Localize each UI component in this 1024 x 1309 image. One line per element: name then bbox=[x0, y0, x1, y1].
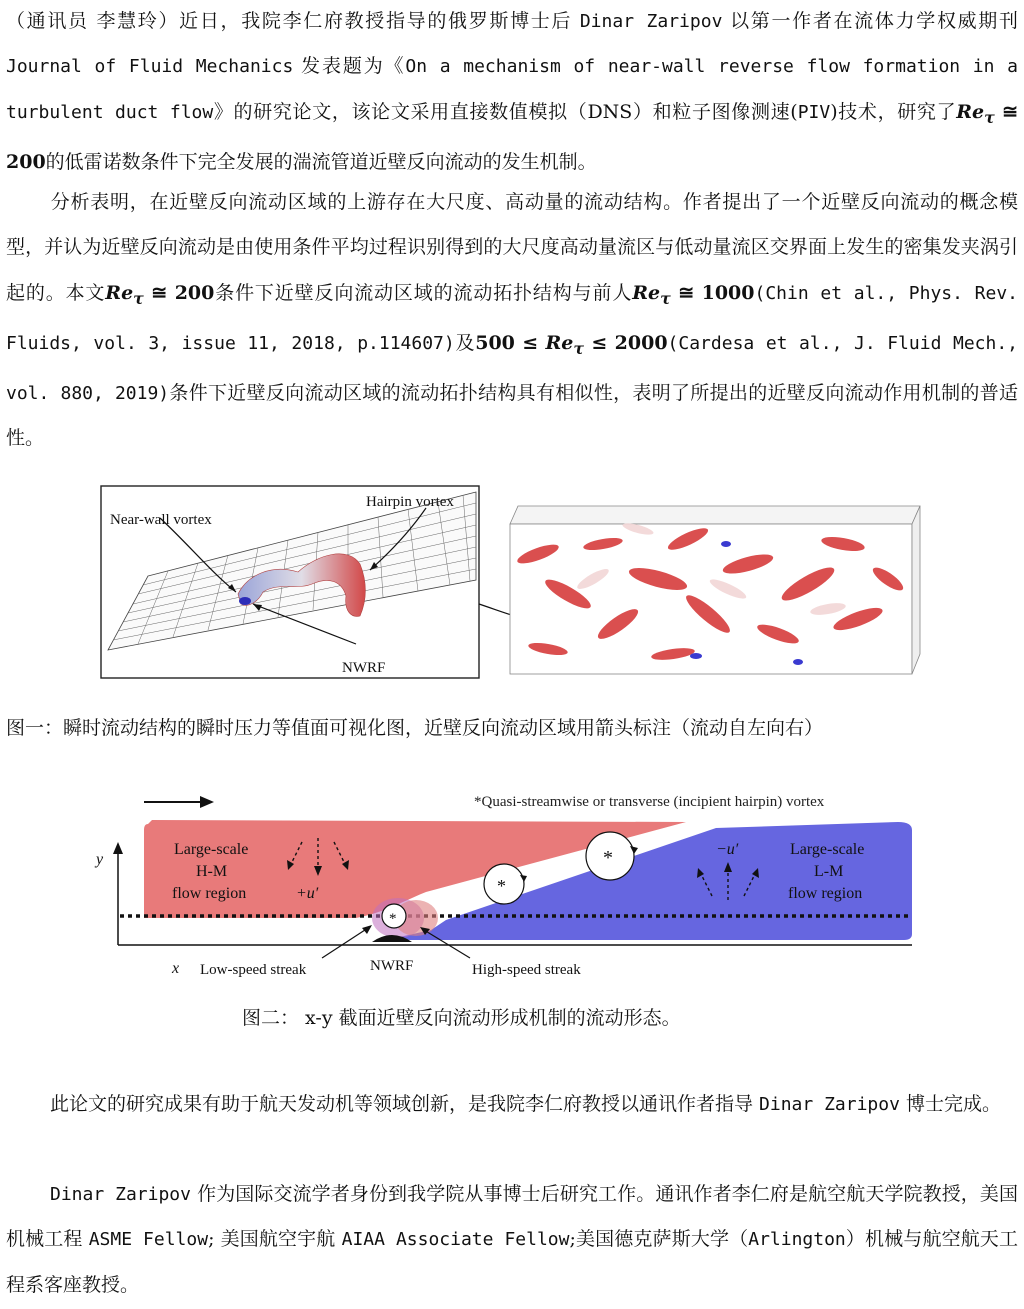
figure-2-caption: 图二： x-y 截面近壁反向流动形成机制的流动形态。 bbox=[242, 1007, 681, 1029]
p4-text-3: ;美国德克萨斯大学（ bbox=[569, 1228, 749, 1251]
svg-text:Large-scale: Large-scale bbox=[790, 841, 865, 858]
figure-1-image bbox=[98, 484, 926, 684]
high-speed-streak-label: High-speed streak bbox=[472, 962, 581, 978]
p2-text-2: 条件下近壁反向流动区域的流动拓扑结构与前人 bbox=[214, 281, 633, 304]
p3-text-2: 博士完成。 bbox=[899, 1093, 1001, 1115]
svg-text:flow region: flow region bbox=[788, 885, 863, 902]
paragraph-2 bbox=[6, 180, 1018, 461]
svg-text:L-M: L-M bbox=[814, 863, 844, 880]
nwrf-blue-spot bbox=[239, 597, 251, 605]
author-name: Dinar Zaripov bbox=[579, 11, 723, 32]
citation-cardesa: (Cardesa et al., J. Fluid Mech., vol. 880, 2019) bbox=[6, 332, 1018, 404]
svg-text:*: * bbox=[603, 847, 613, 869]
p3-author-name: Dinar Zaripov bbox=[759, 1094, 900, 1115]
p2-text-3: 及 bbox=[454, 331, 476, 354]
aiaa-fellow: AIAA Associate Fellow bbox=[341, 1229, 570, 1251]
reynolds-expression: $Re_\tau$ ≅ 200 bbox=[6, 100, 1018, 173]
y-axis-label: y bbox=[96, 851, 104, 868]
p2-text-4: 条件下近壁反向流动区域的流动拓扑结构具有相似性，表明了所提出的近壁反向流动作用机制的普适性。 bbox=[6, 381, 1018, 450]
nwrf-label: NWRF bbox=[370, 958, 414, 974]
label-nwrf: NWRF bbox=[342, 660, 386, 676]
p4-text-1: 作为国际交流学者身份到我学院从事博士后研究工作。通讯作者李仁府是航空航天学院教授，美国机械工程 bbox=[6, 1183, 1018, 1251]
vortex-note: *Quasi-streamwise or transverse (incipient hairpin) vortex bbox=[474, 794, 825, 810]
svg-text:*: * bbox=[389, 911, 397, 927]
plus-u-label: +u′ bbox=[296, 885, 319, 902]
svg-text:H-M: H-M bbox=[196, 863, 228, 880]
p1-text-6: 的低雷诺数条件下完全发展的湍流管道近壁反向流动的发生机制。 bbox=[45, 150, 597, 173]
paragraph-1 bbox=[6, 0, 1018, 185]
asme-fellow: ASME Fellow bbox=[88, 1229, 209, 1251]
figure-2-diagram bbox=[86, 780, 926, 980]
arlington: Arlington bbox=[748, 1229, 846, 1251]
minus-u-label: −u′ bbox=[716, 841, 739, 858]
svg-text:Large-scale: Large-scale bbox=[174, 841, 249, 858]
p1-text-4: 》的研究论文，该论文采用直接数值模拟（DNS）和粒子图像测速( bbox=[213, 100, 798, 123]
svg-text:*: * bbox=[497, 876, 506, 896]
p4-text-4: ）机械与航空航天工程系客座教授。 bbox=[6, 1228, 1018, 1296]
reynolds-expression-200: $Re_\tau$ ≅ 200 bbox=[105, 281, 215, 308]
reynolds-expression-1000: $Re_\tau$ ≅ 1000 bbox=[632, 281, 755, 308]
figure-2 bbox=[86, 780, 926, 980]
p1-text-1: （通讯员 李慧玲）近日，我院李仁府教授指导的俄罗斯博士后 bbox=[6, 10, 580, 32]
p2-text-1: 分析表明，在近壁反向流动区域的上游存在大尺度、高动量的流动结构。作者提出了一个近壁反向流动的概念模型，并认为近壁反向流动是由使用条件平均过程识别得到的大尺度高动量流区与低动量流区交界面上发生的密集发夹涡引起的。本文 bbox=[6, 191, 1018, 304]
figure-1-caption: 图一：瞬时流动结构的瞬时压力等值面可视化图，近壁反向流动区域用箭头标注（流动自左向右） bbox=[6, 717, 824, 739]
p1-text-3: 发表题为《 bbox=[293, 55, 406, 78]
figure-1-right-panel bbox=[510, 506, 920, 674]
p4-text-2: ; 美国航空宇航 bbox=[208, 1228, 342, 1251]
p3-text-1: 此论文的研究成果有助于航天发动机等领域创新，是我院李仁府教授以通讯作者指导 bbox=[50, 1093, 760, 1115]
reynolds-range: $500 \le Re_\tau \le 2000$ bbox=[475, 331, 668, 358]
p4-author-name: Dinar Zaripov bbox=[50, 1184, 191, 1205]
label-near-wall-vortex: Near-wall vortex bbox=[110, 512, 212, 528]
low-speed-streak-label: Low-speed streak bbox=[200, 962, 307, 978]
paragraph-3 bbox=[6, 1082, 1018, 1127]
p1-text-5: )技术，研究了 bbox=[830, 100, 957, 123]
label-hairpin-vortex: Hairpin vortex bbox=[366, 494, 454, 510]
x-axis-label: x bbox=[172, 960, 180, 977]
journal-name: Journal of Fluid Mechanics bbox=[6, 56, 294, 78]
piv-abbr: PIV bbox=[797, 101, 831, 123]
p1-text-2: 以第一作者在流体力学权威期刊 bbox=[722, 10, 1018, 32]
figure-1 bbox=[98, 484, 926, 684]
paper-title: On a mechanism of near-wall reverse flow formation in a turbulent duct flow bbox=[6, 56, 1018, 123]
svg-text:flow region: flow region bbox=[172, 885, 247, 902]
citation-chin: (Chin et al., Phys. Rev. Fluids, vol. 3, issue 11, 2018, p.114607) bbox=[6, 282, 1018, 354]
low-speed-arrow bbox=[322, 928, 368, 958]
paragraph-4 bbox=[6, 1172, 1018, 1308]
